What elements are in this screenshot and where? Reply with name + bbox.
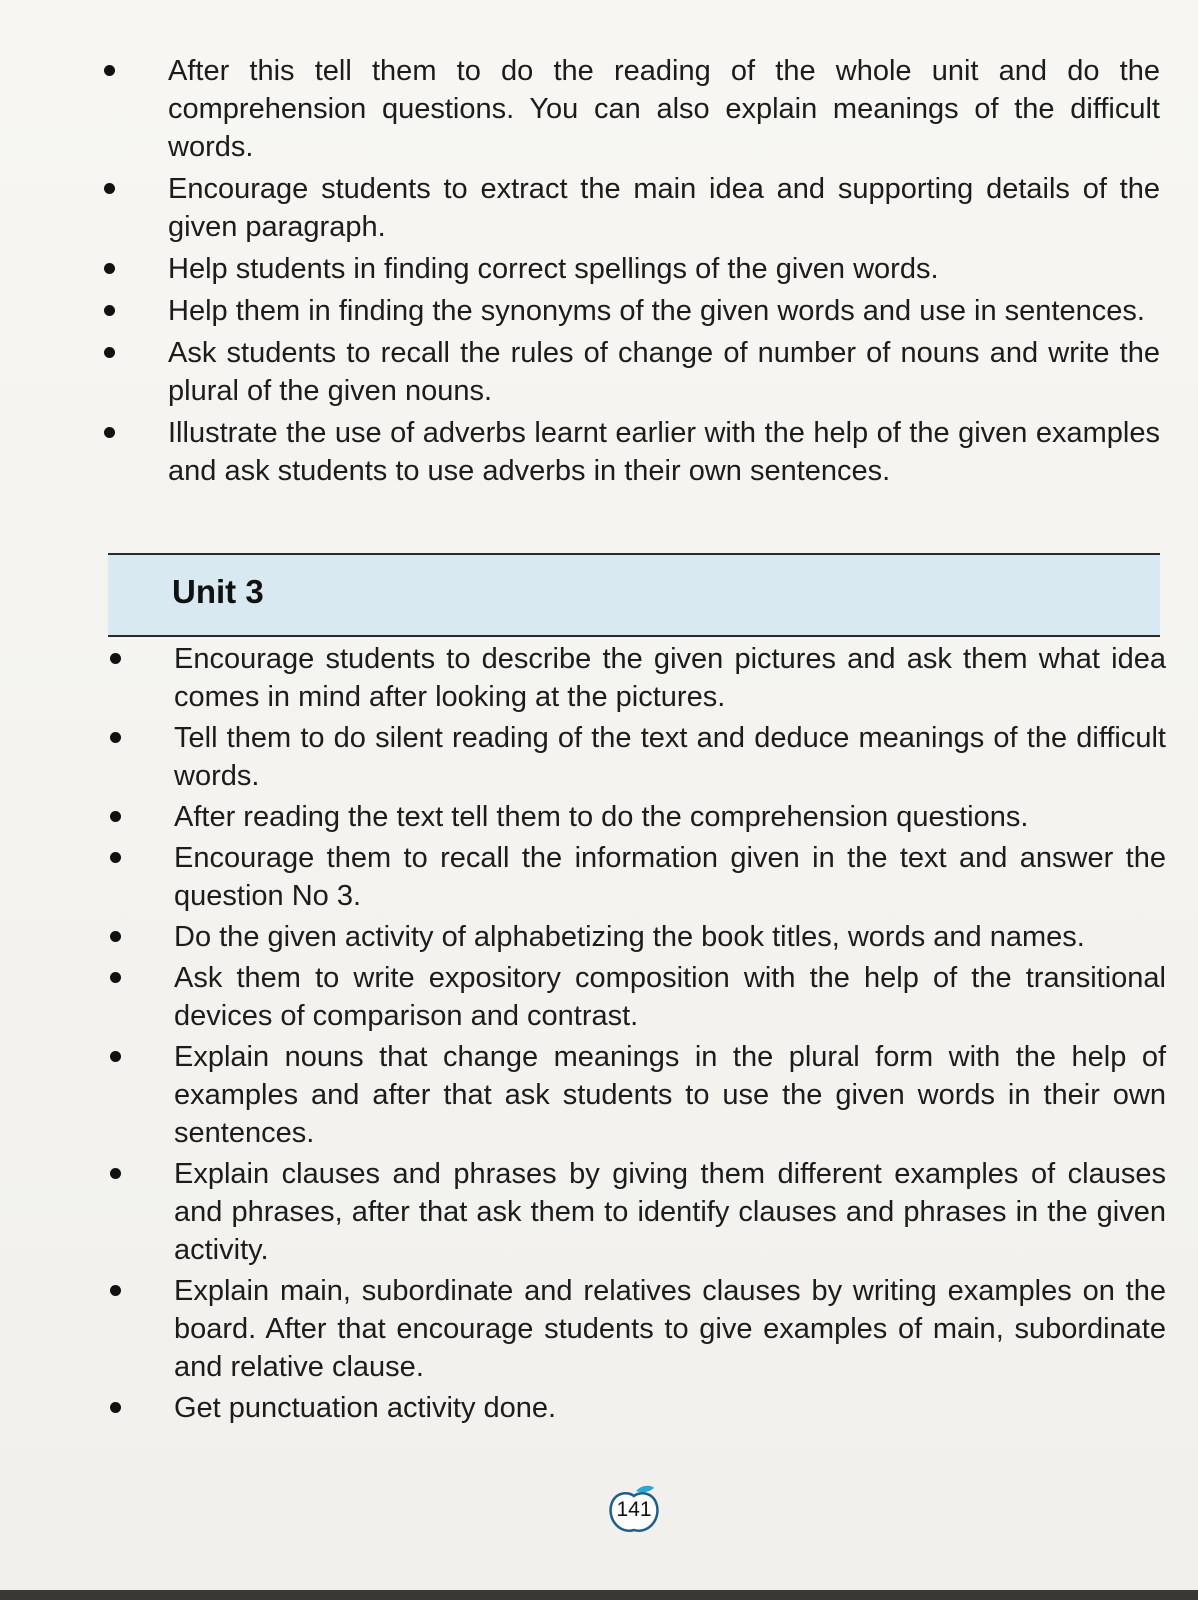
list-item — [106, 918, 1166, 956]
bullet-icon — [110, 1285, 121, 1296]
list-item — [100, 170, 1160, 246]
list-item — [106, 1038, 1166, 1152]
bullet-icon — [104, 183, 115, 194]
page-number-badge — [606, 1484, 662, 1536]
list-item-text: After this tell them to do the reading of the whole unit and do the comprehension questions. You can also explain meanings of the difficult words. — [168, 55, 1160, 163]
list-item — [100, 414, 1160, 490]
list-item-text: Help them in finding the synonyms of the given words and use in sentences. — [168, 295, 1145, 327]
page-bottom-edge — [0, 1590, 1198, 1600]
unit-heading-band — [108, 553, 1160, 637]
bullet-icon — [104, 305, 115, 316]
list-item — [106, 839, 1166, 915]
unit-title: Unit 3 — [172, 573, 264, 610]
list-item — [106, 719, 1166, 795]
list-item-text: Ask them to write expository composition with the help of the transitional devices of comparison and contrast. — [174, 962, 1166, 1032]
list-item — [106, 1272, 1166, 1386]
bullet-icon — [110, 732, 121, 743]
bullet-icon — [104, 347, 115, 358]
list-item-text: After reading the text tell them to do the comprehension questions. — [174, 801, 1029, 833]
list-item — [106, 1389, 1166, 1427]
list-item-text: Ask students to recall the rules of change of number of nouns and write the plural of the given nouns. — [168, 337, 1160, 407]
bullet-icon — [110, 1168, 121, 1179]
list-item — [106, 1155, 1166, 1269]
list-item-text: Do the given activity of alphabetizing the book titles, words and names. — [174, 921, 1085, 953]
list-item-text: Get punctuation activity done. — [174, 1392, 557, 1424]
list-item-text: Explain nouns that change meanings in the plural form with the help of examples and after that ask students to use the given words in their own sentences. — [174, 1041, 1166, 1149]
list-item — [106, 798, 1166, 836]
list-item-text: Encourage them to recall the information given in the text and answer the question No 3. — [174, 842, 1166, 912]
list-item — [100, 52, 1160, 166]
bullet-icon — [104, 427, 115, 438]
bullet-icon — [110, 811, 121, 822]
list-item-text: Explain clauses and phrases by giving them different examples of clauses and phrases, after that ask them to identify clauses and phrases in the given activity. — [174, 1158, 1166, 1266]
bullet-icon — [104, 263, 115, 274]
list-item — [100, 334, 1160, 410]
list-item-text: Encourage students to describe the given pictures and ask them what idea comes in mind after looking at the pictures. — [174, 643, 1166, 713]
list-item — [100, 250, 1160, 288]
unit3-instructions-list — [106, 640, 1166, 1430]
list-item — [106, 640, 1166, 716]
page-number: 141 — [616, 1498, 652, 1521]
teaching-instructions-list — [100, 52, 1160, 494]
bullet-icon — [110, 931, 121, 942]
list-item — [106, 959, 1166, 1035]
bullet-icon — [110, 1402, 121, 1413]
list-item — [100, 292, 1160, 330]
bullet-icon — [110, 653, 121, 664]
bullet-icon — [110, 972, 121, 983]
bullet-icon — [110, 1051, 121, 1062]
list-item-text: Tell them to do silent reading of the text and deduce meanings of the difficult words. — [174, 722, 1166, 792]
bullet-icon — [104, 65, 115, 76]
list-item-text: Explain main, subordinate and relatives clauses by writing examples on the board. After that encourage students to give examples of main, subordinate and relative clause. — [174, 1275, 1166, 1383]
list-item-text: Illustrate the use of adverbs learnt earlier with the help of the given examples and ask students to use adverbs in their own sentences. — [168, 417, 1160, 487]
bullet-icon — [110, 852, 121, 863]
list-item-text: Encourage students to extract the main idea and supporting details of the given paragraph. — [168, 173, 1160, 243]
list-item-text: Help students in finding correct spellings of the given words. — [168, 253, 939, 285]
